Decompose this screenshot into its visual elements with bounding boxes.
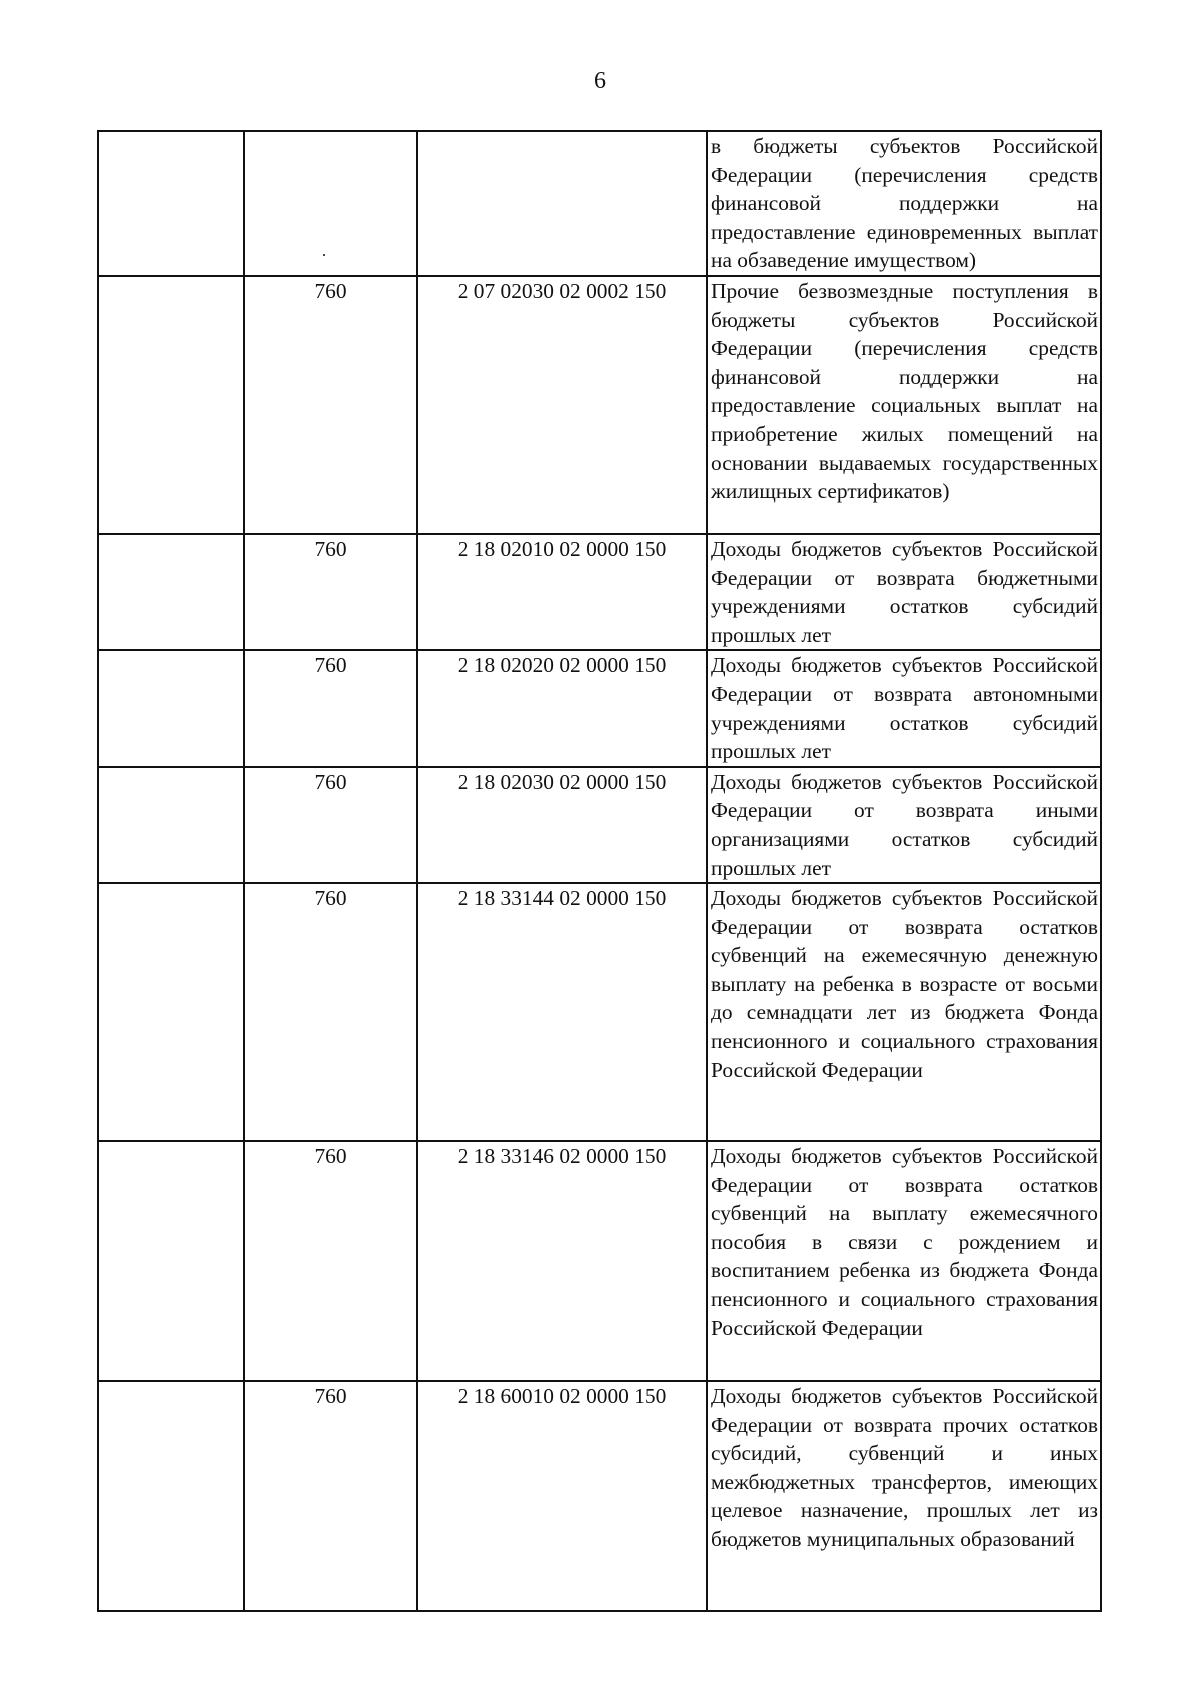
admin-code-cell: 760	[244, 650, 417, 766]
admin-code-cell: 760	[244, 883, 417, 1141]
income-code-cell: 2 18 02010 02 0000 150	[417, 534, 707, 650]
income-code-cell: 2 18 02030 02 0000 150	[417, 767, 707, 883]
empty-cell	[98, 1141, 244, 1381]
table-row	[98, 767, 1101, 883]
income-code-cell: 2 18 02020 02 0000 150	[417, 650, 707, 766]
table-row	[98, 1141, 1101, 1381]
table-row	[98, 534, 1101, 650]
empty-cell	[98, 1381, 244, 1611]
income-code-cell: 2 07 02030 02 0002 150	[417, 276, 707, 534]
empty-cell	[98, 131, 244, 276]
income-codes-table	[97, 130, 1102, 1612]
income-code-cell: 2 18 33144 02 0000 150	[417, 883, 707, 1141]
table-row	[98, 131, 1101, 276]
empty-cell	[98, 650, 244, 766]
description-cell: Доходы бюджетов субъектов Российской Федерации от возврата автономными учреждениями остатков субсидий прошлых лет	[707, 650, 1101, 766]
description-cell: Доходы бюджетов субъектов Российской Федерации от возврата бюджетными учреждениями остатков субсидий прошлых лет	[707, 534, 1101, 650]
income-code-cell: 2 18 33146 02 0000 150	[417, 1141, 707, 1381]
description-cell: Доходы бюджетов субъектов Российской Федерации от возврата остатков субвенций на ежемесячную денежную выплату на ребенка в возрасте от восьми до семнадцати лет из бюджета Фонда пенсионного и социального страхования Российской Федерации	[707, 883, 1101, 1141]
income-code-cell	[417, 131, 707, 276]
description-cell: Прочие безвозмездные поступления в бюджеты субъектов Российской Федерации (перечисления средств финансовой поддержки на предоставление социальных выплат на приобретение жилых помещений на основании выдаваемых государственных жилищных сертификатов)	[707, 276, 1101, 534]
description-cell: Доходы бюджетов субъектов Российской Федерации от возврата иными организациями остатков субсидий прошлых лет	[707, 767, 1101, 883]
description-cell: в бюджеты субъектов Российской Федерации (перечисления средств финансовой поддержки на предоставление единовременных выплат на обзаведение имуществом)	[707, 131, 1101, 276]
table-row	[98, 650, 1101, 766]
admin-code-cell	[244, 131, 417, 276]
empty-cell	[98, 883, 244, 1141]
admin-code-cell: 760	[244, 767, 417, 883]
table-row	[98, 883, 1101, 1141]
empty-cell	[98, 276, 244, 534]
description-cell: Доходы бюджетов субъектов Российской Федерации от возврата прочих остатков субсидий, субвенций и иных межбюджетных трансфертов, имеющих целевое назначение, прошлых лет из бюджетов муниципальных образований	[707, 1381, 1101, 1611]
empty-cell	[98, 534, 244, 650]
income-code-cell: 2 18 60010 02 0000 150	[417, 1381, 707, 1611]
admin-code-cell: 760	[244, 534, 417, 650]
table-row	[98, 276, 1101, 534]
table-row	[98, 1381, 1101, 1611]
page-number: 6	[594, 68, 606, 94]
description-cell: Доходы бюджетов субъектов Российской Федерации от возврата остатков субвенций на выплату ежемесячного пособия в связи с рождением и воспитанием ребенка из бюджета Фонда пенсионного и социального страхования Российской Федерации	[707, 1141, 1101, 1381]
empty-cell	[98, 767, 244, 883]
admin-code-cell: 760	[244, 276, 417, 534]
admin-code-cell: 760	[244, 1381, 417, 1611]
admin-code-cell: 760	[244, 1141, 417, 1381]
